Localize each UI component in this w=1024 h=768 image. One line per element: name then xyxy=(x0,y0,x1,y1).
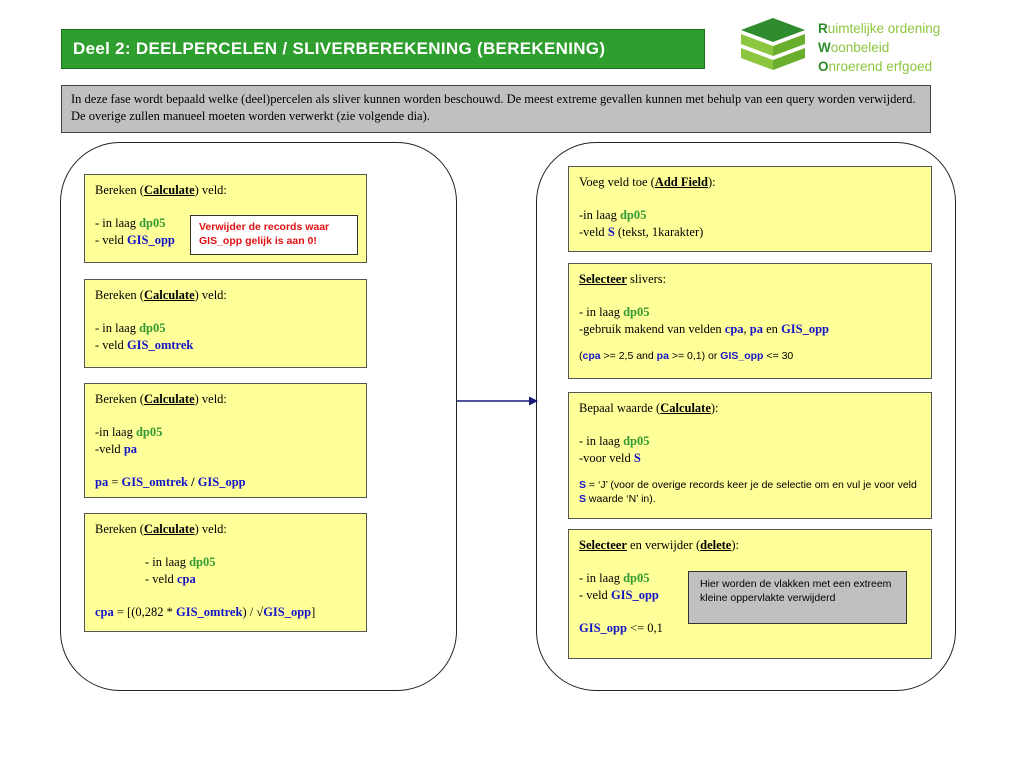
calc-gis-opp-box: Bereken (Calculate) veld: - in laag dp05 - veld GIS_opp xyxy=(84,174,367,263)
select-slivers-box: Selecteer slivers: - in laag dp05 -gebruik makend van velden cpa, pa en GIS_opp (cpa >= 2,5 and pa >= 0,1) or GIS_opp <= 30 xyxy=(568,263,932,379)
calc-s-box: Bepaal waarde (Calculate): - in laag dp05 -voor veld S S = ‘J’ (voor de overige records keer je de selectie om en vul je voor veld S waarde ‘N’ in). xyxy=(568,392,932,519)
s-value-note: S = ‘J’ (voor de overige records keer je de selectie om en vul je voor veld S waarde ‘N’ in). xyxy=(579,479,917,505)
delete-note: Hier worden de vlakken met een extreem kleine oppervlakte verwijderd xyxy=(688,571,907,624)
intro-text: In deze fase wordt bepaald welke (deel)percelen als sliver kunnen worden beschouwd. De meest extreme gevallen kunnen met behulp van een query worden verwijderd. De overige zullen manueel moeten worden verwerkt (zie volgende dia). xyxy=(71,92,916,123)
cpa-formula: cpa = [(0,282 * GIS_omtrek) / √GIS_opp] xyxy=(95,604,316,619)
delete-box: Selecteer en verwijder (delete): - in laag dp05 - veld GIS_opp GIS_opp <= 0,1 xyxy=(568,529,932,659)
add-field-box: Voeg veld toe (Add Field): -in laag dp05 -veld S (tekst, 1karakter) xyxy=(568,166,932,252)
flow-arrow-icon xyxy=(457,395,539,407)
delete-condition: GIS_opp <= 0,1 xyxy=(579,620,663,635)
logo-icon xyxy=(733,12,813,78)
logo-text: Ruimtelijke ordening Woonbeleid Onroerend erfgoed xyxy=(818,21,941,74)
title-bar xyxy=(61,29,705,69)
calc-gis-omtrek-box: Bereken (Calculate) veld: - in laag dp05 - veld GIS_omtrek xyxy=(84,279,367,368)
page-title: Deel 2: DEELPERCELEN / SLIVERBEREKENING (BEREKENING) xyxy=(73,39,606,58)
calc-pa-box: Bereken (Calculate) veld: -in laag dp05 -veld pa pa = GIS_omtrek / GIS_opp xyxy=(84,383,367,498)
warning-callout: Verwijder de records waar GIS_opp gelijk is aan 0! xyxy=(190,215,358,255)
calc-cpa-box: Bereken (Calculate) veld: - in laag dp05 - veld cpa cpa = [(0,282 * GIS_omtrek) / √GIS_opp] xyxy=(84,513,367,632)
sliver-query: (cpa >= 2,5 and pa >= 0,1) or GIS_opp <= 30 xyxy=(579,350,794,362)
pa-formula: pa = GIS_omtrek / GIS_opp xyxy=(95,474,246,489)
intro-text-box xyxy=(61,85,931,133)
